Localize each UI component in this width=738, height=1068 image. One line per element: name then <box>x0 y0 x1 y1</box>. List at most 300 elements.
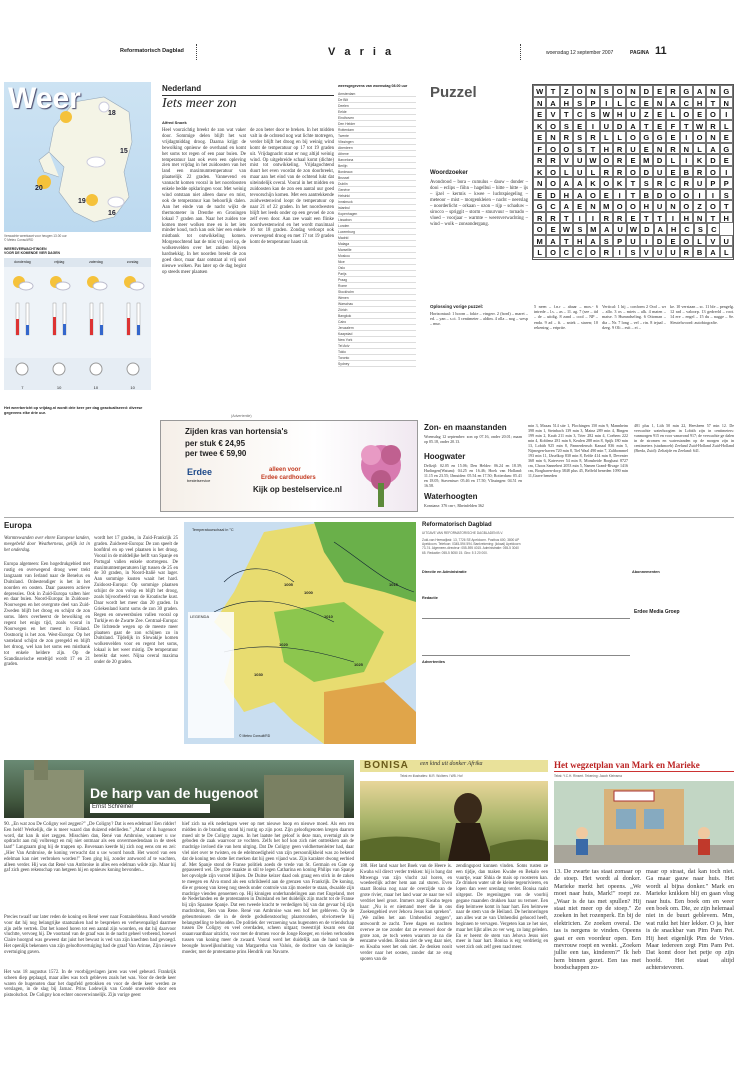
puzzle-cell[interactable]: C <box>680 97 693 109</box>
puzzle-cell[interactable]: D <box>640 166 653 178</box>
puzzle-cell[interactable]: R <box>706 120 719 132</box>
puzzle-cell[interactable]: S <box>560 120 573 132</box>
pressure-label: 1000 <box>304 590 313 595</box>
puzzle-cell[interactable]: A <box>666 97 679 109</box>
puzzle-cell[interactable]: O <box>680 200 693 212</box>
puzzle-row <box>533 166 733 178</box>
puzzle-cell[interactable]: T <box>706 97 719 109</box>
puzzle-cell[interactable]: E <box>666 131 679 143</box>
puzzle-cell[interactable]: S <box>640 177 653 189</box>
puzzle-cell[interactable]: D <box>653 189 666 201</box>
puzzle-cell[interactable]: I <box>613 189 626 201</box>
puzzle-cell[interactable]: N <box>680 143 693 155</box>
puzzle-cell[interactable]: N <box>586 200 599 212</box>
puzzle-cell[interactable]: N <box>533 97 546 109</box>
puzzle-cell[interactable]: C <box>560 246 573 258</box>
table-cell-city: Londen <box>338 224 350 228</box>
puzzle-cell[interactable]: Z <box>560 85 573 97</box>
puzzle-cell[interactable]: K <box>613 177 626 189</box>
puzzle-cell[interactable]: G <box>653 131 666 143</box>
puzzle-cell[interactable]: L <box>666 154 679 166</box>
map-caption: © Meteo Consult/RD <box>239 734 271 738</box>
puzzle-cell[interactable]: D <box>653 154 666 166</box>
puzzle-cell[interactable]: D <box>546 189 559 201</box>
hugenoot-author: Ernst Schreiner <box>90 804 210 813</box>
puzzle-cell[interactable]: E <box>640 97 653 109</box>
table-cell-city: Amsterdam <box>338 92 356 96</box>
puzzle-cell[interactable]: W <box>600 108 613 120</box>
puzzle-cell[interactable]: O <box>626 166 639 178</box>
puzzle-cell[interactable]: U <box>626 108 639 120</box>
europe-map <box>184 522 416 744</box>
puzzle-cell[interactable]: I <box>666 212 679 224</box>
puzzle-cell[interactable]: B <box>693 246 706 258</box>
puzzle-cell[interactable]: H <box>680 212 693 224</box>
puzzle-cell[interactable]: C <box>573 246 586 258</box>
ad-line: Zijden kras van hortensia's <box>185 427 288 436</box>
forecast-day: donderdag <box>14 260 31 264</box>
puzzle-cell[interactable]: E <box>653 120 666 132</box>
puzzle-cell[interactable]: R <box>600 166 613 178</box>
puzzle-cell[interactable]: R <box>653 177 666 189</box>
puzzle-cell[interactable]: N <box>626 85 639 97</box>
puzzle-cell[interactable]: E <box>626 154 639 166</box>
puzzle-cell[interactable]: O <box>586 189 599 201</box>
table-cell-city: Eindhoven <box>338 116 355 120</box>
puzzle-cell[interactable]: G <box>680 85 693 97</box>
forecast-panel <box>4 258 151 358</box>
puzzle-cell[interactable]: R <box>533 212 546 224</box>
puzzle-cell[interactable]: P <box>586 97 599 109</box>
puzzle-cell[interactable]: S <box>573 131 586 143</box>
puzzle-cell[interactable]: F <box>666 120 679 132</box>
puzzle-cell[interactable]: N <box>546 131 559 143</box>
puzzle-cell[interactable]: W <box>560 223 573 235</box>
puzzle-cell[interactable]: O <box>693 131 706 143</box>
puzzle-cell[interactable]: H <box>613 108 626 120</box>
puzzle-cell[interactable]: D <box>613 120 626 132</box>
puzzle-cell[interactable]: Z <box>693 200 706 212</box>
puzzle-cell[interactable]: M <box>533 235 546 247</box>
puzzle-cell[interactable]: U <box>653 200 666 212</box>
puzzle-cell[interactable]: K <box>693 154 706 166</box>
headline-nederland: Iets meer zon <box>162 96 237 111</box>
puzzle-cell[interactable]: O <box>680 189 693 201</box>
puzzle-cell[interactable]: L <box>693 235 706 247</box>
puzzle-cell[interactable]: N <box>706 131 719 143</box>
puzzle-cell[interactable]: A <box>693 85 706 97</box>
puzzle-cell[interactable]: E <box>720 154 733 166</box>
puzzle-cell[interactable]: R <box>680 177 693 189</box>
puzzle-cell[interactable]: R <box>613 154 626 166</box>
puzzle-row <box>533 108 733 120</box>
europa-text: Europa algemeen: Een hogedrukgebied met rustig en overwegend droog weer trekt langzaam van Ierland naar de Benelux en Duitsland. Onbestendiger is het in het noorden en oosten. Daar passeren actieve depressies. Ook in Zuid-Europa valten hier en daar buien. Noord-Europa: In Zuidoost-Noorwegen en het overgrote deel van Zuid-Zweden blijft het droog en schijnt de zon soms. Iders overheerst de bewolking en regent het enigs tijd, zoals vooral in Noorwegen en het meest in Finland. Oostnorig is het zon. West-Europa: Op het vasteland schijnt de zon geregeld en blijft het droog, wel kan het soms een mistbank tot enkele heldere zijn. Op de Scandinavische enteltijd wordt 17 en 21 graden. <box>4 562 90 668</box>
puzzle-cell[interactable]: S <box>573 97 586 109</box>
colofon-section: Abonnementen <box>632 570 660 574</box>
puzzle-cell[interactable]: S <box>586 108 599 120</box>
puzzle-row <box>533 212 733 224</box>
puzzle-cell[interactable]: U <box>613 223 626 235</box>
table-cell-city: Stockholm <box>338 290 354 294</box>
puzzle-cell[interactable]: S <box>600 235 613 247</box>
puzzle-cell[interactable]: O <box>546 120 559 132</box>
colofon-title: Reformatorisch Dagblad <box>422 522 492 528</box>
puzzle-cell[interactable]: T <box>626 189 639 201</box>
marieke-header <box>554 760 734 772</box>
puzzle-cell[interactable]: O <box>573 85 586 97</box>
puzzle-cell[interactable]: D <box>640 85 653 97</box>
puzzle-cell[interactable]: E <box>653 108 666 120</box>
table-cell-city: Innsbruck <box>338 200 353 204</box>
marieke-column: maar op straat, dat kan toch niet. Ga maar gauw naar huis. Het wordt al bijna donker." Mark en Marieke knikken blij en gaan vlug naar huis. Een boek om en weer een boek om. Die, ze zijn helemaal niet in de buurt geblevem. Mm, wat ruikt het hier lekker. O ja, hier is de snackbar van Pim Pam Pet. Hij heet eigenlijk Pim de Vries. Maar iedereen zegt Pim Pam Pet. Dat komt door het petje op zijn hoofd. Het staat altijd achterstevoren. <box>646 868 734 972</box>
puzzle-cell[interactable]: P <box>706 177 719 189</box>
puzzle-cell[interactable]: H <box>573 235 586 247</box>
puzzle-cell[interactable]: T <box>720 200 733 212</box>
puzzle-cell[interactable]: V <box>546 108 559 120</box>
puzzle-cell[interactable]: H <box>560 97 573 109</box>
puzzle-cell[interactable]: E <box>693 108 706 120</box>
puzzle-cell[interactable]: O <box>600 154 613 166</box>
puzzle-cell[interactable]: W <box>693 120 706 132</box>
article-column: de zon beter door te breken. In het midden valt in de ochtend nog wat lichte motregen, verder blijft het droog en bij weinig wind komt de temperatuur op 17 tot 19 graden uit. Vrijdagnacht staat er nog altijd weinig wind. Op uitgebreide schaal komt (dichte) mist tot ontwikkeling. Vrijdagochtend duurt het even voordat de zon doorbreekt, maar aan het eind van de ochtend lukt dat uiteindelijk overal. Vooral in het midden en zuidoosten kan de zon een aantal uur goed tevoorschijn komen. Met een aantrekkende zuidwestenwind loopt de temperatuur op naar 21 of 22 graden. In het noordwesten blijft het leeds onder op een gevoel de zon zelf even door. Aan zee waait een flinke noordwestenwind en het wordt maximaal 16 tot 18 graden. Zondag verloopt ook overwegend droog en met 17 tot 19 graden komt de temperatuur haast uit. <box>250 128 334 246</box>
puzzle-cell[interactable]: A <box>560 200 573 212</box>
puzzle-cell[interactable]: O <box>706 166 719 178</box>
puzzle-cell[interactable]: N <box>533 177 546 189</box>
puzzle-cell[interactable]: I <box>706 189 719 201</box>
puzzle-cell[interactable]: O <box>546 246 559 258</box>
colofon-section: Directie en Administratie <box>422 570 467 574</box>
puzzle-cell[interactable]: K <box>533 120 546 132</box>
puzzle-cell[interactable]: D <box>653 235 666 247</box>
puzzle-cell[interactable]: A <box>706 143 719 155</box>
puzzle-cell[interactable]: C <box>680 223 693 235</box>
puzzle-cell[interactable]: A <box>586 235 599 247</box>
wordsearch-title: Woordzoeker <box>430 170 468 176</box>
puzzle-cell[interactable]: L <box>666 108 679 120</box>
puzzle-cell[interactable]: E <box>573 200 586 212</box>
puzzle-cell[interactable]: D <box>640 223 653 235</box>
puzzle-cell[interactable]: R <box>546 212 559 224</box>
puzzle-cell[interactable]: C <box>546 200 559 212</box>
puzzle-row <box>533 143 733 155</box>
puzzle-cell[interactable]: L <box>613 97 626 109</box>
article-column: Heel voorzichtig breekt de zon wat vaker door. Sommige delen blijft het wat vrijdagmiddag droog. Daarna krijgt de bewolking opnieuw de overhand en komt het soms tot regen of een paar buien. De temperatuur laat ook even een opleving zien met vrijdag in het zuidoosten van het land een maximumtemperatuur van plaatselijk 22 graden. Vannevend en vannacht komen vooral in het noordoosten enkele bedde opklaringen voor. Met weinig wind ontstaan niet alleen dauw en mist, ook de temperatuur kan behoorlijk dalen. Aan het einde van de nacht wijkt de thermometer in Drenthe en Groningen lokaal 7 graden aan. Naar het zuiden toe komen meer wolken mee en is het iets minder koud, toch kan ook hier een enkele mistbank tot ontwikkeling komen. Morgenochtend laat de mist vrij snel op, de wolkenvelden over het zuiden blijven hardnekkig. In het noorden breekt de zon goed door, maar daar ontstaat al vrij snel nieuwe wolken. Pas later op de dag begint op steeds meer plaatsen <box>162 128 246 275</box>
puzzle-cell[interactable]: R <box>666 143 679 155</box>
puzzle-cell[interactable]: P <box>720 177 733 189</box>
puzzle-cell[interactable]: T <box>560 212 573 224</box>
pressure-label: 1025 <box>354 662 363 667</box>
puzzle-cell[interactable]: L <box>586 166 599 178</box>
puzzle-cell[interactable]: S <box>694 223 707 235</box>
puzzle-cell[interactable]: R <box>600 246 613 258</box>
puzzle-cell[interactable]: U <box>666 246 679 258</box>
puzzle-cell[interactable]: K <box>586 177 599 189</box>
puzzle-cell[interactable]: T <box>680 120 693 132</box>
puzzle-cell[interactable]: O <box>680 108 693 120</box>
puzzle-cell[interactable]: S <box>626 246 639 258</box>
answers-text: Horizontaal: 1 hoorn – fokie – vingerr. 2 (bord) – maret – ed. – yan – s.ci. 3 centimeter – aldim. 4 olla – nog – wesp – mur. <box>430 311 528 327</box>
puzzle-cell[interactable]: R <box>680 246 693 258</box>
puzzle-cell[interactable]: V <box>640 246 653 258</box>
map-temp: 15 <box>120 148 128 155</box>
advertisement[interactable] <box>160 414 418 512</box>
puzzle-cell[interactable]: E <box>600 189 613 201</box>
puzzle-cell[interactable]: U <box>573 154 586 166</box>
puzzle-cell[interactable]: I <box>573 212 586 224</box>
puzzle-cell[interactable]: T <box>640 120 653 132</box>
puzzle-cell[interactable]: N <box>720 97 733 109</box>
puzzle-cell[interactable]: H <box>693 97 706 109</box>
puzzle-cell[interactable]: O <box>546 166 559 178</box>
table-cell-city: Wenen <box>338 296 349 300</box>
puzzle-cell[interactable]: B <box>680 166 693 178</box>
puzzle-cell[interactable]: H <box>640 200 653 212</box>
puzzle-cell[interactable]: A <box>546 97 559 109</box>
puzzle-cell[interactable]: A <box>654 223 667 235</box>
puzzle-cell[interactable]: I <box>586 212 599 224</box>
puzzle-cell[interactable]: A <box>560 177 573 189</box>
puzzle-cell[interactable]: M <box>600 200 613 212</box>
puzzle-cell[interactable]: I <box>600 97 613 109</box>
puzzle-cell[interactable]: H <box>600 143 613 155</box>
puzzle-row <box>533 200 733 212</box>
puzzle-cell[interactable]: N <box>586 85 599 97</box>
puzzle-cell[interactable]: R <box>613 212 626 224</box>
puzzle-cell[interactable]: T <box>640 212 653 224</box>
puzzle-cell[interactable]: R <box>546 154 559 166</box>
pressure-label: 1005 <box>284 582 293 587</box>
puzzle-cell[interactable]: B <box>640 189 653 201</box>
header-date: woensdag 12 september 2007 <box>546 50 614 56</box>
colofon-table <box>422 618 630 656</box>
puzzle-cell[interactable]: V <box>706 235 719 247</box>
section-puzzel: Puzzel <box>430 84 477 101</box>
puzzle-cell[interactable]: W <box>627 223 640 235</box>
puzzle-cell[interactable]: D <box>706 154 719 166</box>
puzzle-cell[interactable]: Z <box>640 108 653 120</box>
header-section: V a r i a <box>328 46 395 58</box>
puzzle-cell[interactable]: T <box>586 143 599 155</box>
puzzle-cell[interactable]: U <box>693 177 706 189</box>
puzzle-cell[interactable]: T <box>626 177 639 189</box>
puzzle-cell[interactable]: N <box>653 97 666 109</box>
puzzle-cell[interactable]: H <box>560 189 573 201</box>
puzzle-cell[interactable]: N <box>666 200 679 212</box>
puzzle-cell[interactable]: O <box>533 223 546 235</box>
colofon-body: Zuid-van Heeswijkstr. 13, 7726 SE Apeldoorn. Postbus 600, 3800 AP Apeldoorn. Telefoon: 0345-594 594. Bankrekening: (lokaal) Apeldoorn 73-74. Algemeen-directeur: 055-595 4015. Administratie: 055-5 3040 65. Redactie: 055-5 5050 15. Giro: 5 3 20 000. <box>422 538 521 555</box>
puzzle-cell[interactable]: G <box>533 200 546 212</box>
ad-brand-sub: bestelservice <box>187 478 211 483</box>
puzzle-cell[interactable]: E <box>666 235 679 247</box>
puzzle-cell[interactable]: L <box>560 166 573 178</box>
puzzle-cell[interactable]: O <box>706 108 719 120</box>
puzzle-cell[interactable]: I <box>720 108 733 120</box>
table-cell-city: Kopenhagen <box>338 212 358 216</box>
puzzle-cell[interactable]: E <box>573 120 586 132</box>
puzzle-cell[interactable]: V <box>560 154 573 166</box>
puzzle-cell[interactable]: P <box>613 235 626 247</box>
table-cell-city: Tokio <box>338 350 346 354</box>
puzzle-cell[interactable]: E <box>653 85 666 97</box>
puzzle-cell[interactable]: L <box>533 246 546 258</box>
table-cell-city: Parijs <box>338 272 347 276</box>
puzzle-cell[interactable]: F <box>533 143 546 155</box>
puzzle-row <box>533 85 733 97</box>
puzzle-cell[interactable]: K <box>533 166 546 178</box>
europa-intro: Warmtewanden over eltere Europese landen, meegebeld door Weatherneus, gelijk ist in het onderdag. <box>4 536 90 553</box>
puzzle-cell[interactable]: E <box>533 131 546 143</box>
puzzle-cell[interactable]: C <box>626 97 639 109</box>
puzzle-cell[interactable]: A <box>600 223 613 235</box>
puzzle-cell[interactable]: N <box>653 143 666 155</box>
table-cell-city: Nice <box>338 260 345 264</box>
puzzle-cell[interactable]: O <box>613 85 626 97</box>
puzzle-cell[interactable]: O <box>600 177 613 189</box>
puzzle-cell[interactable]: O <box>626 200 639 212</box>
puzzle-cell[interactable]: N <box>706 85 719 97</box>
puzzle-cell[interactable]: R <box>533 154 546 166</box>
puzzle-cell[interactable]: U <box>626 235 639 247</box>
puzzle-cell[interactable]: C <box>707 223 720 235</box>
section-hoogwater: Hoogwater <box>424 452 466 461</box>
puzzle-cell[interactable]: A <box>573 177 586 189</box>
table-cell-city: Luxemburg <box>338 230 355 234</box>
puzzle-cell[interactable]: R <box>586 131 599 143</box>
puzzle-cell[interactable]: R <box>600 212 613 224</box>
puzzle-cell[interactable]: A <box>573 189 586 201</box>
section-zon: Zon- en maanstanden <box>424 423 507 432</box>
puzzle-cell[interactable]: U <box>720 235 733 247</box>
puzzle-cell[interactable]: I <box>720 166 733 178</box>
puzzle-cell[interactable]: G <box>720 85 733 97</box>
puzzle-cell[interactable]: O <box>546 143 559 155</box>
wind-icons <box>4 358 151 380</box>
puzzle-cell[interactable]: U <box>600 120 613 132</box>
puzzle-cell[interactable]: S <box>573 143 586 155</box>
ad-link[interactable]: Kijk op bestelservice.nl <box>253 485 342 494</box>
puzzle-grid[interactable] <box>532 84 734 260</box>
puzzle-cell[interactable]: T <box>560 108 573 120</box>
table-cell-city: Twente <box>338 134 349 138</box>
puzzle-cell[interactable]: O <box>586 246 599 258</box>
answers-text: 5 neen – f.n.r – abaar – mos.- 6 intrede – l.s. – as – 11. ag. 7 (see – iid – de – uitdig. 8 zand – cool – NP – enda. 9 ad – ft. – sniek – staren; 10 rekening – ertprite. <box>534 304 598 330</box>
puzzle-cell[interactable]: U <box>626 143 639 155</box>
hoogwater-text: Delfzijl: 02.05 en 15.06; Den Helder: 06.24 en 18.39; Harlingen(Watum): 04.25 en 16.46; Hoek van Holland: 11.15 en 23.55; IJmuiden: 05.54 en 17.50; Rotterdam: 05.41 en 18.05; Stavenisse: 05.46 en 17.50; Vlissingen: 04.51 en 16.58. <box>424 463 522 488</box>
table-cell-city: Cairo <box>338 320 347 324</box>
puzzle-cell[interactable]: M <box>587 223 600 235</box>
colofon-section: Advertenties <box>422 660 446 664</box>
puzzle-cell[interactable]: O <box>666 189 679 201</box>
puzzle-cell[interactable]: L <box>720 120 733 132</box>
puzzle-cell[interactable]: R <box>560 131 573 143</box>
puzzle-cell[interactable]: I <box>640 235 653 247</box>
weather-footer: Het weerbericht op vrijdag.nl wordt drie keer per dag geactualiseerd: diverse gegevens elke drie uur. <box>4 406 143 415</box>
forecast-day: vrijdag <box>53 260 65 264</box>
puzzle-cell[interactable]: R <box>693 166 706 178</box>
puzzle-cell[interactable]: L <box>720 246 733 258</box>
puzzle-cell[interactable]: G <box>720 143 733 155</box>
colofon-text-block <box>422 606 732 746</box>
puzzle-cell[interactable]: W <box>586 154 599 166</box>
table-cell-city: Eelde <box>338 110 347 114</box>
puzzle-cell[interactable]: R <box>613 166 626 178</box>
legend-title: LEGENDA <box>190 614 210 619</box>
puzzle-cell[interactable]: N <box>693 212 706 224</box>
puzzle-cell[interactable]: I <box>680 131 693 143</box>
puzzle-cell[interactable]: O <box>560 143 573 155</box>
puzzle-cell[interactable]: E <box>546 223 559 235</box>
marieke-column: 13. De zwarte tas staat zomaar op de stoep. Het wordt al donker. Marieke merkt het opeens. „We moet naar huis, Mark!" roept ze. „Waar is de tas met spullen? Hij staat niet meer op de stoep." Ze zoeken in het rozenperk. En bij de elektricien. Ze zoeken overal. De tas is nergens te vinden. Opeens gaat er een voordeur open. Een mevrouw roept en wenkt. „Zoeken jullie een tas, kinderen?" Ik heb hem binnen gezet. Een tas met boodschappen zo- <box>554 868 641 972</box>
puzzle-cell[interactable]: L <box>600 131 613 143</box>
puzzle-cell[interactable]: E <box>533 189 546 201</box>
puzzle-cell[interactable]: T <box>653 212 666 224</box>
table-cell-city: Lissabon <box>338 218 352 222</box>
weather-title: Weer <box>8 82 81 115</box>
puzzle-cell[interactable]: O <box>546 177 559 189</box>
puzzle-cell[interactable]: C <box>666 177 679 189</box>
puzzle-cell[interactable]: T <box>706 212 719 224</box>
puzzle-cell[interactable]: O <box>680 235 693 247</box>
puzzle-cell[interactable]: T <box>560 235 573 247</box>
table-cell-city: Vlissingen <box>338 140 354 144</box>
puzzle-cell[interactable]: W <box>533 85 546 97</box>
puzzle-cell[interactable]: H <box>667 223 680 235</box>
hugenoot-column: 90. „En wat zou De Coligny wel zeggen?" „De Coligny? Dat is een edelman! Een ridder! Een held! Werkelijk, die is meer waard dan duizend edellieden." „Maar of ik hugenoot word, dat kan ik niet zeggen. Misschien dan, René van Ambroise, wanneer u uw opdracht aan mij volbrengt en mij niet ontmaar als een onvermoedendaan in de steek laat!" Langzaam ging hij de trappen op. Bovenaan keerde hij zich nog eens om en zei: „Hier Van Ambroise, de koning verwacht dat u uw woord houdt. Het woord van een edelman kan niet verbroken worden!" Toen ging hij, zonder antwoord af te wachten, alleen verder. Hij was dat René van Ambroise in alles een edelman wilde zijn. Maar hij gaf zich geen rekenschap van hetgeen hij en opnieuw koning bevonden... <box>4 822 176 874</box>
puzzle-cell[interactable]: C <box>573 108 586 120</box>
table-cell-city: Zürich <box>338 308 348 312</box>
puzzle-cell[interactable]: G <box>640 131 653 143</box>
puzzle-cell[interactable]: I <box>586 120 599 132</box>
puzzle-cell[interactable]: U <box>653 246 666 258</box>
puzzle-cell[interactable]: M <box>640 154 653 166</box>
table-cell-city: New York <box>338 338 353 342</box>
flower-icon <box>346 425 416 510</box>
puzzle-cell[interactable]: H <box>720 212 733 224</box>
puzzle-cell[interactable]: A <box>546 235 559 247</box>
puzzle-cell[interactable]: A <box>706 246 719 258</box>
puzzle-cell[interactable]: S <box>600 85 613 97</box>
puzzle-cell[interactable]: T <box>546 85 559 97</box>
puzzle-cell[interactable]: L <box>613 131 626 143</box>
puzzle-cell[interactable]: U <box>573 166 586 178</box>
puzzle-cell[interactable]: R <box>666 85 679 97</box>
puzzle-cell[interactable]: E <box>720 131 733 143</box>
puzzle-cell[interactable]: E <box>533 108 546 120</box>
table-cell-city: Berlijn <box>338 164 348 168</box>
puzzle-cell[interactable]: I <box>613 246 626 258</box>
puzzle-cell[interactable]: E <box>640 143 653 155</box>
puzzle-cell[interactable]: O <box>626 131 639 143</box>
puzzle-cell[interactable]: S <box>720 189 733 201</box>
puzzle-cell[interactable]: E <box>666 166 679 178</box>
hugenoot-column: Het was 18 augustus 1572. In de voorbijgevlagen jaren was veel gebeurd. Frankrijk scheen diep geplaagd, maar alles was toch gebleven zoals het was. Voor de derde keer waren de hugenoten daar het dagsfeld getrokken en voor de derde keer werden ze verslagen, in de slag bij Jarnac. Prins Lodewijk van Condé sneuvelde door een pistoolschot. De Coligny kon echter onoverwinnelijk. Zijn vurige geest <box>4 970 176 999</box>
table-cell-city: Athene <box>338 152 349 156</box>
forecast-num: 10 <box>93 385 99 390</box>
puzzle-cell[interactable]: O <box>706 200 719 212</box>
puzzle-cell[interactable]: O <box>613 200 626 212</box>
puzzle-cell[interactable]: R <box>613 143 626 155</box>
puzzle-cell[interactable]: A <box>626 120 639 132</box>
table-cell-city: Moskou <box>338 254 350 258</box>
puzzle-cell[interactable]: U <box>653 166 666 178</box>
puzzle-cell[interactable]: L <box>693 143 706 155</box>
puzzle-cell[interactable]: E <box>626 212 639 224</box>
puzzle-cell[interactable]: I <box>680 154 693 166</box>
waterhoogten-text: Konstanz: 376 cm+, Rheinfelden 362 <box>424 503 484 508</box>
puzzle-cell[interactable]: I <box>693 189 706 201</box>
section-nederland: Nederland <box>162 84 202 93</box>
puzzle-cell[interactable]: S <box>573 223 586 235</box>
